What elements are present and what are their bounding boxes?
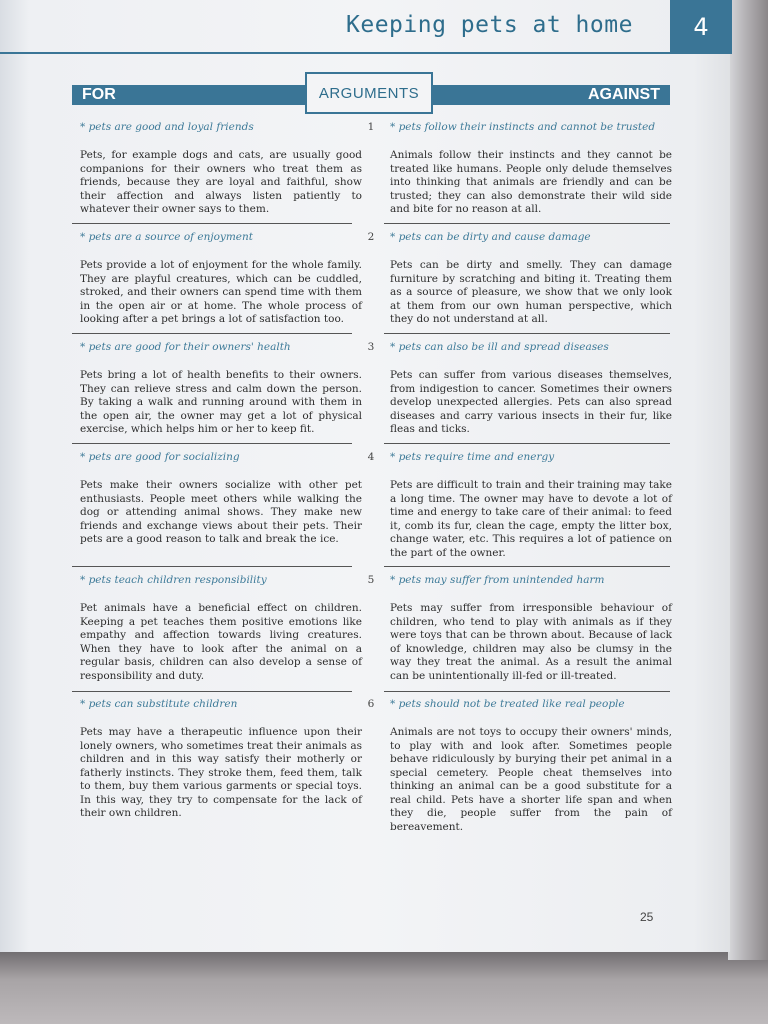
against-heading-1: * pets follow their instincts and cannot be trusted	[390, 121, 656, 133]
row-divider-against-1	[384, 223, 670, 224]
row-divider-for-5	[72, 691, 352, 692]
row-number-2: 2	[367, 231, 375, 243]
row-divider-against-2	[384, 333, 670, 334]
for-text-4: Pets make their owners socialize with other pet enthusiasts. People meet others while walking the dog or attending animal shows. They make new friends and exchange views about their pets. Their pets are a good reason to talk and break the ice.	[80, 479, 362, 545]
for-text-6: Pets may have a therapeutic influence upon their lonely owners, who sometimes treat their animals as children and in this way satisfy their motherly or fatherly instincts. They stroke them, feed them, talk to them, buy them various garments or special toys. In this way, they try to compensate for the lack of their own children.	[80, 726, 362, 819]
page-number: 25	[640, 910, 654, 924]
book-bottom-shadow	[0, 950, 768, 1024]
row-divider-against-3	[384, 443, 670, 444]
row-number-6: 6	[367, 698, 375, 710]
row-number-3: 3	[367, 341, 375, 353]
against-heading-5: * pets may suffer from unintended harm	[390, 574, 605, 586]
row-divider-for-2	[72, 333, 352, 334]
row-divider-for-1	[72, 223, 352, 224]
for-text-3: Pets bring a lot of health benefits to their owners. They can relieve stress and calm down the person. By taking a walk and running around with them in the open air, the owner may get a lot of physical exercise, which helps him or her to keep fit.	[80, 369, 362, 435]
row-divider-for-3	[72, 443, 352, 444]
for-heading-1: * pets are good and loyal friends	[80, 121, 254, 133]
header-rule	[0, 52, 670, 54]
arguments-title-box: ARGUMENTS	[305, 72, 433, 114]
for-text-2: Pets provide a lot of enjoyment for the whole family. They are playful creatures, which can be cuddled, stroked, and their owners can spend time with them in the open air or at home. The whole process of looking after a pet brings a lot of satisfaction too.	[80, 259, 362, 325]
row-number-1: 1	[367, 121, 375, 133]
against-column-label: AGAINST	[588, 86, 660, 103]
for-heading-5: * pets teach children responsibility	[80, 574, 267, 586]
row-divider-for-4	[72, 566, 352, 567]
against-text-1: Animals follow their instincts and they cannot be treated like humans. People only delude themselves into thinking that animals are friendly and can be trusted; they can also demonstrate their wild side and bite for no reason at all.	[390, 149, 672, 215]
for-heading-6: * pets can substitute children	[80, 698, 238, 710]
chapter-number-badge: 4	[670, 0, 732, 54]
for-text-1: Pets, for example dogs and cats, are usually good companions for their owners who treat them as friends, because they are loyal and faithful, show their affection and always listen patiently to whatever their owner says to them.	[80, 149, 362, 215]
against-heading-2: * pets can be dirty and cause damage	[390, 231, 591, 243]
row-number-4: 4	[367, 451, 375, 463]
for-heading-3: * pets are good for their owners' health	[80, 341, 291, 353]
against-text-4: Pets are difficult to train and their training may take a long time. The owner may have to devote a lot of time and energy to take care of their animal: to feed it, comb its fur, clean the cage, empty the litter box, change water, etc. This requires a lot of patience on the part of the owner.	[390, 479, 672, 559]
book-page-edge	[728, 0, 768, 960]
for-heading-4: * pets are good for socializing	[80, 451, 240, 463]
against-heading-3: * pets can also be ill and spread diseases	[390, 341, 609, 353]
page-title: Keeping pets at home	[346, 12, 633, 38]
row-number-5: 5	[367, 574, 375, 586]
for-column-label: FOR	[82, 86, 116, 103]
for-heading-2: * pets are a source of enjoyment	[80, 231, 254, 243]
against-heading-4: * pets require time and energy	[390, 451, 555, 463]
against-text-6: Animals are not toys to occupy their owners' minds, to play with and look after. Sometimes people behave ridiculously by burying their pet animal in a special cemetery. People cheat themselves into thinking an animal can be a good substitute for a real child. Pets have a shorter life span and when they die, people suffer from the pain of bereavement.	[390, 726, 672, 833]
row-divider-against-5	[384, 691, 670, 692]
against-text-5: Pets may suffer from irresponsible behaviour of children, who tend to play with animals as if they were toys that can be thrown about. Because of lack of knowledge, children may also be clumsy in the way they treat the animal. As a result the animal can be unintentionally ill-fed or ill-treated.	[390, 602, 672, 682]
against-text-2: Pets can be dirty and smelly. They can damage furniture by scratching and biting it. Treating them as a source of pleasure, we show that we only look at them from our own human perspective, which they do not understand at all.	[390, 259, 672, 325]
row-divider-against-4	[384, 566, 670, 567]
for-text-5: Pet animals have a beneficial effect on children. Keeping a pet teaches them positive emotions like empathy and affection towards living creatures. When they have to look after the animal on a regular basis, children can also develop a sense of responsibility and duty.	[80, 602, 362, 682]
against-text-3: Pets can suffer from various diseases themselves, from indigestion to cancer. Sometimes their owners develop unexpected allergies. Pets can also spread diseases and carry various insects in their fur, like fleas and ticks.	[390, 369, 672, 435]
against-heading-6: * pets should not be treated like real people	[390, 698, 625, 710]
